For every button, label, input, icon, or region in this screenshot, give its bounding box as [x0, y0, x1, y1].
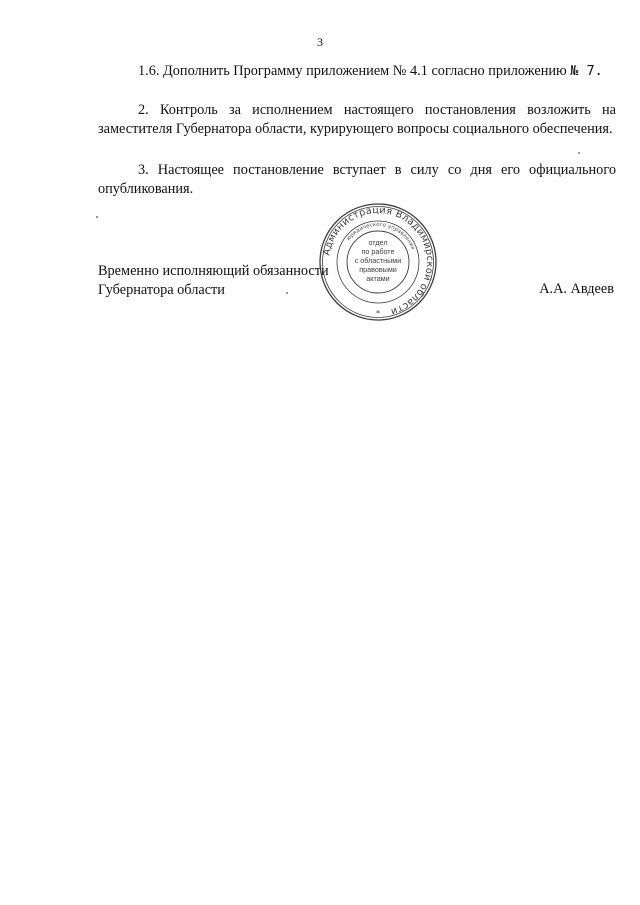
- signer-role-line-2: Губернатора области: [98, 281, 225, 298]
- paragraph-1-6-appendix-ref: № 7.: [570, 63, 603, 79]
- page-number: 3: [317, 35, 323, 49]
- signer-role: [98, 262, 329, 299]
- stamp-center-line-4: правовыми: [359, 265, 397, 274]
- official-stamp: [317, 201, 439, 323]
- scan-speck: [286, 292, 288, 294]
- stamp-center-line-3: с областными: [354, 256, 402, 265]
- paragraph-1-6-text: 1.6. Дополнить Программу приложением № 4.1 согласно приложению: [138, 63, 567, 79]
- stamp-center-line-2: по работе: [361, 247, 395, 256]
- stamp-center-line-1: отдел: [368, 238, 388, 247]
- stamp-outer-text: Администрация Владимирской области: [321, 204, 436, 318]
- signer-role-line-1: Временно исполняющий обязанности: [98, 263, 329, 279]
- scan-speck: [96, 216, 98, 218]
- stamp-seal-graphic: [317, 201, 439, 323]
- stamp-star-icon: *: [376, 309, 380, 318]
- paragraph-2: 2. Контроль за исполнением настоящего постановления возложить на заместителя Губернатора области, курирующего вопросы социального обеспечения.: [98, 102, 616, 137]
- stamp-center-line-5: актами: [366, 274, 390, 283]
- paragraph-3: 3. Настоящее постановление вступает в силу со дня его официального опубликования.: [98, 162, 616, 197]
- paragraph-1-6: [98, 62, 616, 81]
- signer-name: А.А. Авдеев: [539, 281, 614, 297]
- scan-speck: [578, 152, 580, 154]
- stamp-inner-ring-text: юридического управления: [345, 221, 416, 251]
